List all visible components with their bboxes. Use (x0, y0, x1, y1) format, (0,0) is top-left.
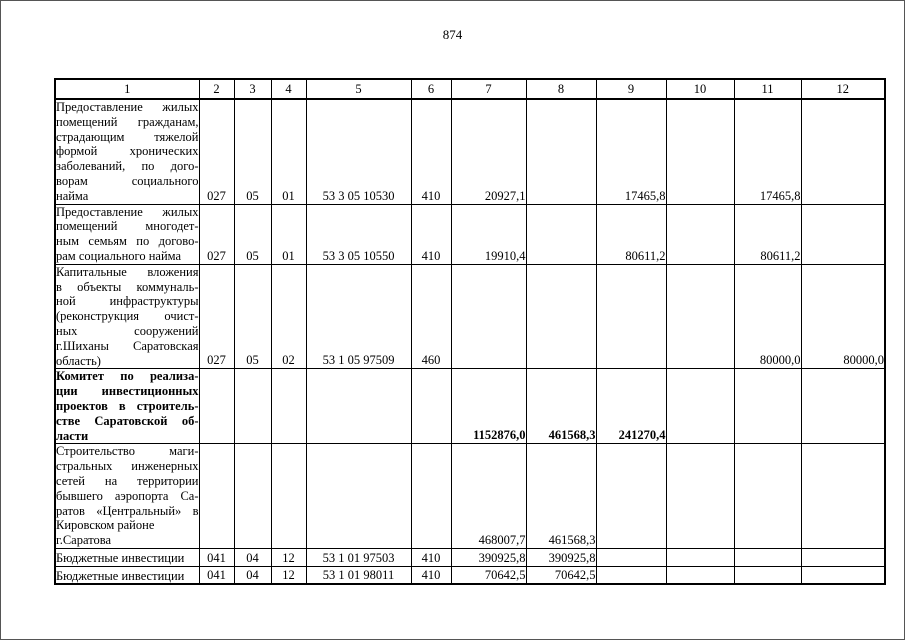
cell-program-name (55, 264, 199, 369)
program-name-line: г.Саратова (56, 533, 112, 548)
program-name-line: Комитет по реализа- (56, 369, 199, 384)
program-name-line: ным семьям по догово- (56, 234, 199, 249)
cell-amount (596, 566, 666, 584)
program-name-line: стве Саратовской об- (56, 413, 199, 428)
cell-code: 410 (411, 99, 451, 204)
cell-code: 53 1 05 97509 (306, 264, 411, 369)
cell-amount (734, 566, 801, 584)
cell-amount: 80000,0 (801, 264, 885, 369)
cell-code: 460 (411, 264, 451, 369)
cell-amount: 80611,2 (596, 204, 666, 264)
cell-code: 410 (411, 566, 451, 584)
program-name-line: ратов «Центральный» в (56, 503, 199, 518)
column-header: 12 (801, 79, 885, 99)
cell-program-name (55, 204, 199, 264)
cell-code: 027 (199, 204, 234, 264)
page-number: 874 (442, 27, 463, 42)
cell-code (199, 444, 234, 549)
program-name-line: ласти (56, 428, 89, 443)
cell-amount: 461568,3 (526, 369, 596, 444)
cell-amount: 17465,8 (596, 99, 666, 204)
column-header: 1 (55, 79, 199, 99)
cell-code (199, 369, 234, 444)
cell-amount (801, 204, 885, 264)
cell-amount (526, 99, 596, 204)
cell-amount (596, 444, 666, 549)
cell-program-name (55, 548, 199, 566)
program-name-line: Капитальные вложения (56, 264, 199, 279)
cell-code: 410 (411, 548, 451, 566)
cell-amount: 390925,8 (526, 548, 596, 566)
table-row (55, 264, 885, 369)
cell-amount (801, 548, 885, 566)
cell-code: 53 1 01 98011 (306, 566, 411, 584)
cell-code (271, 444, 306, 549)
program-name-line: помещений многодет- (56, 219, 199, 234)
cell-amount (666, 566, 734, 584)
column-header: 10 (666, 79, 734, 99)
cell-code (234, 444, 271, 549)
cell-code: 01 (271, 99, 306, 204)
cell-amount: 19910,4 (451, 204, 526, 264)
cell-amount: 80000,0 (734, 264, 801, 369)
column-header: 4 (271, 79, 306, 99)
cell-program-name (55, 444, 199, 549)
column-header: 6 (411, 79, 451, 99)
cell-amount (666, 204, 734, 264)
table-row (55, 566, 885, 584)
cell-amount (666, 99, 734, 204)
program-name-line: Бюджетные инвестиции (56, 551, 185, 566)
cell-code (306, 444, 411, 549)
cell-code: 410 (411, 204, 451, 264)
cell-code: 027 (199, 264, 234, 369)
cell-amount (526, 204, 596, 264)
program-name-line: ной инфраструктуры (56, 294, 199, 309)
cell-code (271, 369, 306, 444)
cell-code: 01 (271, 204, 306, 264)
cell-code: 041 (199, 566, 234, 584)
table-row (55, 548, 885, 566)
cell-amount (666, 548, 734, 566)
program-name-line: (реконструкция очист- (56, 309, 199, 324)
column-header: 3 (234, 79, 271, 99)
cell-amount: 70642,5 (526, 566, 596, 584)
program-name-line: в объекты коммуналь- (56, 279, 199, 294)
table-body (55, 99, 885, 584)
cell-amount: 80611,2 (734, 204, 801, 264)
program-name-line: стральных инженерных (56, 459, 199, 474)
cell-amount (734, 548, 801, 566)
table-row (55, 99, 885, 204)
program-name-line: Предоставление жилых (56, 204, 199, 219)
cell-code: 12 (271, 548, 306, 566)
program-name-line: формой хронических (56, 144, 199, 159)
cell-amount (526, 264, 596, 369)
cell-amount (596, 264, 666, 369)
column-header: 2 (199, 79, 234, 99)
cell-amount (451, 264, 526, 369)
table-header-row (55, 79, 885, 99)
cell-amount: 70642,5 (451, 566, 526, 584)
program-name-line: ных сооружений (56, 323, 199, 338)
cell-code: 05 (234, 99, 271, 204)
cell-code: 04 (234, 548, 271, 566)
cell-code: 05 (234, 264, 271, 369)
cell-code (306, 369, 411, 444)
program-name-line: Строительство маги- (56, 444, 199, 459)
cell-code: 53 3 05 10550 (306, 204, 411, 264)
program-name-line: Бюджетные инвестиции (56, 568, 185, 583)
column-header: 7 (451, 79, 526, 99)
program-name-line: ворам социального (56, 173, 199, 188)
program-name-line: ции инвестиционных (56, 384, 199, 399)
budget-table (54, 78, 886, 585)
program-name-line: Кировском районе (56, 518, 155, 533)
program-name-line: бывшего аэропорта Са- (56, 488, 199, 503)
cell-amount: 241270,4 (596, 369, 666, 444)
cell-amount: 20927,1 (451, 99, 526, 204)
program-name-line: г.Шиханы Саратовская (56, 338, 199, 353)
cell-code: 53 1 01 97503 (306, 548, 411, 566)
cell-code: 05 (234, 204, 271, 264)
cell-amount: 17465,8 (734, 99, 801, 204)
program-name-line: проектов в строитель- (56, 398, 199, 413)
cell-amount (666, 264, 734, 369)
cell-amount (801, 566, 885, 584)
column-header: 9 (596, 79, 666, 99)
cell-amount (801, 444, 885, 549)
cell-code: 04 (234, 566, 271, 584)
cell-code: 53 3 05 10530 (306, 99, 411, 204)
cell-code: 041 (199, 548, 234, 566)
program-name-line: область) (56, 353, 101, 368)
cell-program-name (55, 99, 199, 204)
table-row (55, 204, 885, 264)
cell-amount (801, 369, 885, 444)
column-header: 11 (734, 79, 801, 99)
cell-code (411, 369, 451, 444)
table-row (55, 444, 885, 549)
program-name-line: Предоставление жилых (56, 100, 199, 114)
cell-code (411, 444, 451, 549)
cell-amount (734, 369, 801, 444)
program-name-line: страдающим тяжелой (56, 129, 199, 144)
cell-amount: 1152876,0 (451, 369, 526, 444)
cell-code: 12 (271, 566, 306, 584)
cell-code: 02 (271, 264, 306, 369)
column-header: 8 (526, 79, 596, 99)
cell-amount (596, 548, 666, 566)
program-name-line: найма (56, 188, 89, 203)
cell-amount (666, 369, 734, 444)
program-name-line: рам социального найма (56, 248, 182, 263)
table-row (55, 369, 885, 444)
cell-code (234, 369, 271, 444)
program-name-line: сетей на территории (56, 473, 199, 488)
column-header: 5 (306, 79, 411, 99)
cell-program-name (55, 369, 199, 444)
cell-amount (666, 444, 734, 549)
cell-amount (734, 444, 801, 549)
cell-amount: 468007,7 (451, 444, 526, 549)
cell-amount (801, 99, 885, 204)
cell-code: 027 (199, 99, 234, 204)
program-name-line: помещений гражданам, (56, 114, 199, 129)
program-name-line: заболеваний, по дого- (56, 159, 199, 174)
cell-program-name (55, 566, 199, 584)
cell-amount: 461568,3 (526, 444, 596, 549)
cell-amount: 390925,8 (451, 548, 526, 566)
